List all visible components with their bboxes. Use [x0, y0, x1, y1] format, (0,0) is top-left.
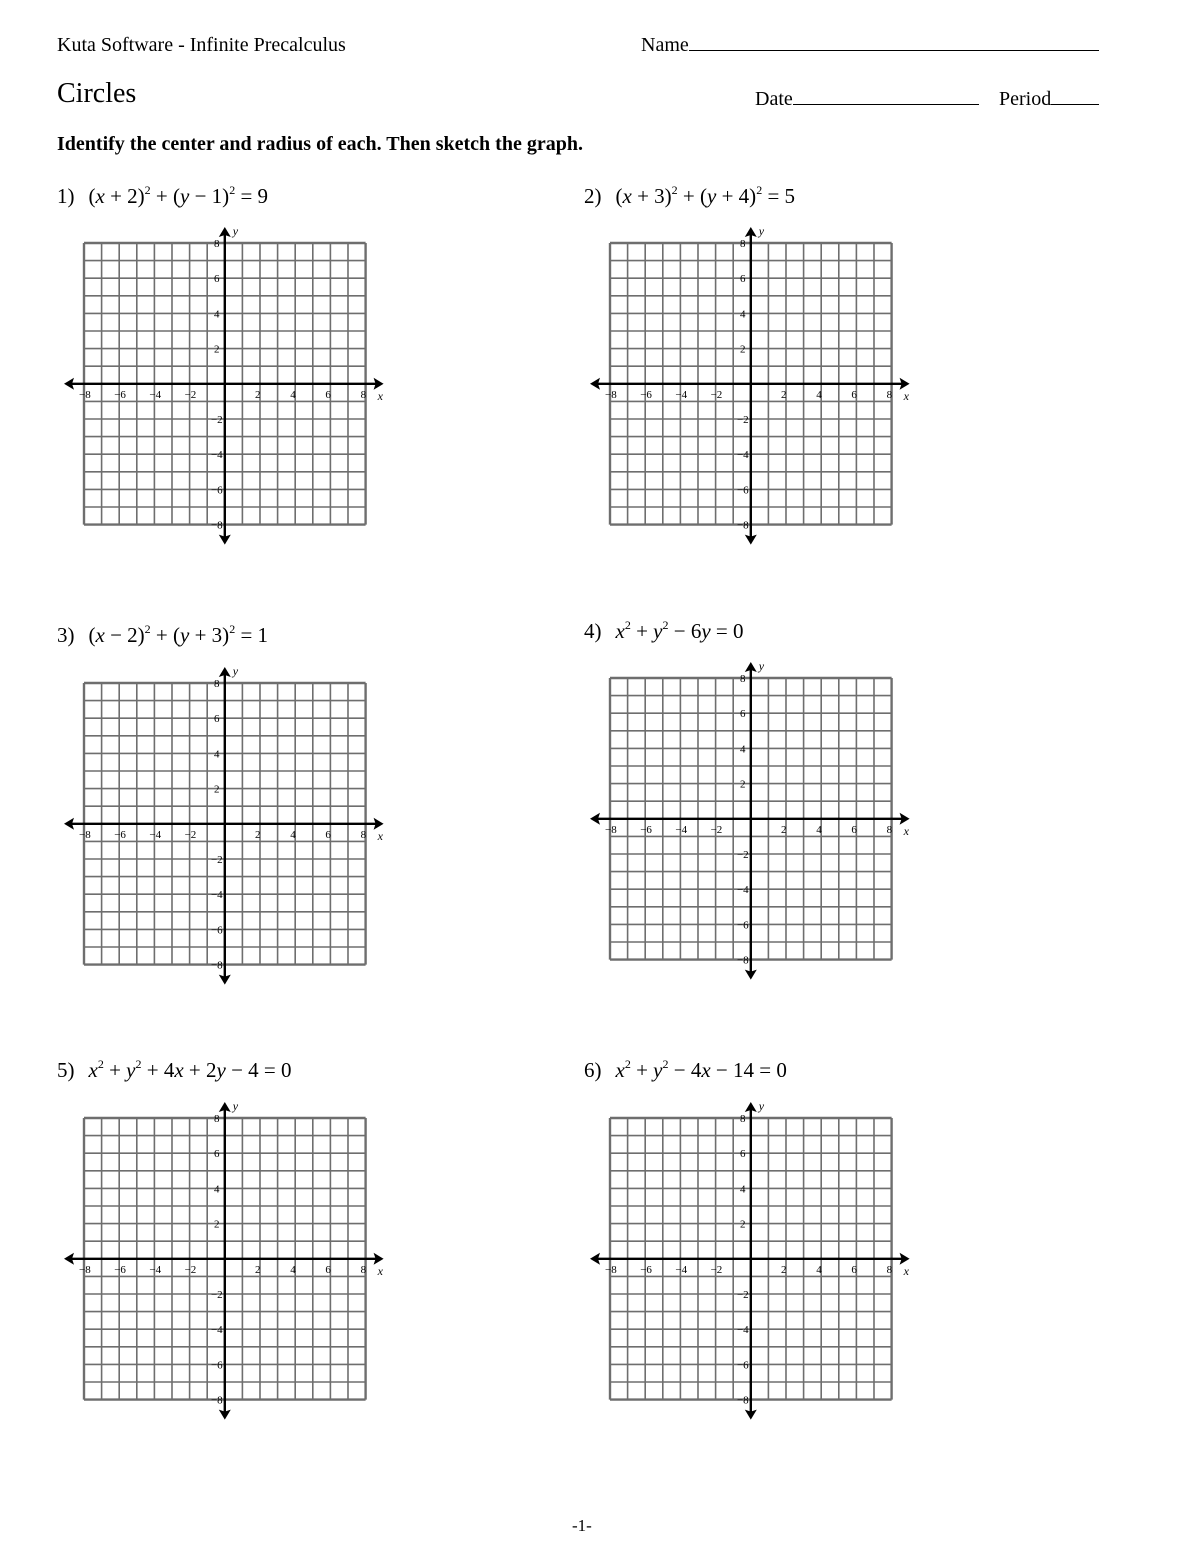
y-tick-label: −8 — [736, 519, 749, 532]
y-tick-label: 2 — [740, 343, 746, 356]
x-tick-label: 4 — [290, 828, 296, 841]
x-tick-label: −6 — [640, 388, 652, 401]
x-tick-label: −6 — [114, 1263, 126, 1276]
equation-text: + 4) — [716, 184, 757, 208]
variable: x — [95, 184, 105, 208]
coordinate-grid-2[interactable] — [605, 224, 909, 532]
x-axis-label: x — [903, 823, 909, 838]
x-tick-label: 8 — [886, 388, 893, 401]
x-tick-label: −2 — [710, 1263, 723, 1276]
x-tick-label: 6 — [325, 828, 331, 841]
equation-text: ( — [615, 184, 623, 208]
period-label: Period — [999, 88, 1052, 110]
y-tick-label: 8 — [740, 237, 746, 250]
equation-text: − 1) — [189, 184, 230, 208]
problem-equation — [89, 184, 269, 208]
x-tick-label: 6 — [851, 823, 857, 836]
y-tick-label: 6 — [740, 708, 746, 721]
x-tick-label: −2 — [184, 828, 197, 841]
x-tick-label: −2 — [710, 388, 723, 401]
exponent: 2 — [756, 183, 763, 197]
equation-text: + — [630, 619, 654, 643]
variable: x — [615, 619, 625, 643]
y-tick-label: −6 — [210, 484, 223, 497]
y-tick-label: 2 — [214, 343, 220, 356]
x-tick-label: −2 — [184, 388, 197, 401]
x-tick-label: 8 — [360, 828, 367, 841]
exponent: 2 — [671, 183, 678, 197]
name-label: Name — [641, 34, 689, 56]
variable: x — [615, 1058, 625, 1082]
y-tick-label: −2 — [210, 413, 223, 426]
y-tick-label: 4 — [214, 1183, 220, 1196]
y-tick-label: −6 — [736, 919, 749, 932]
x-tick-label: −4 — [675, 1263, 688, 1276]
name-field[interactable] — [641, 34, 1099, 57]
equation-text: − 4 — [668, 1058, 702, 1082]
date-blank[interactable] — [793, 88, 979, 105]
x-tick-label: −4 — [149, 1263, 162, 1276]
equation-text: − 2) — [104, 623, 145, 647]
date-label: Date — [755, 88, 793, 110]
y-tick-label: −4 — [210, 889, 223, 902]
period-field[interactable] — [999, 88, 1099, 111]
y-axis-label: y — [758, 659, 765, 674]
problem-number: 2) — [584, 184, 602, 208]
y-tick-label: −2 — [736, 1288, 749, 1301]
equation-text: − 6 — [668, 619, 702, 643]
problem-6 — [584, 1058, 787, 1083]
y-tick-label: −6 — [210, 924, 223, 937]
y-tick-label: 8 — [214, 677, 220, 690]
exponent: 2 — [624, 1057, 631, 1071]
equation-text: + ( — [677, 184, 708, 208]
graph-svg[interactable] — [79, 1099, 383, 1407]
x-tick-label: −8 — [79, 828, 91, 841]
problem-equation — [89, 1058, 292, 1082]
equation-text: + — [103, 1058, 127, 1082]
x-axis-label: x — [377, 828, 383, 843]
y-tick-label: −4 — [210, 1324, 223, 1337]
variable: x — [174, 1058, 184, 1082]
x-tick-label: 6 — [325, 388, 331, 401]
problem-3 — [57, 623, 268, 648]
x-tick-label: 8 — [886, 1263, 893, 1276]
equation-text: ( — [88, 623, 96, 647]
equation-text: ( — [88, 184, 96, 208]
equation-text: + 2 — [183, 1058, 217, 1082]
x-tick-label: 2 — [780, 388, 787, 401]
date-field[interactable] — [755, 88, 979, 111]
equation-text: = 9 — [235, 184, 269, 208]
graph-svg[interactable] — [79, 224, 383, 532]
y-tick-label: 8 — [740, 672, 746, 685]
variable: x — [88, 1058, 98, 1082]
y-tick-label: −8 — [210, 959, 223, 972]
exponent: 2 — [229, 183, 236, 197]
x-tick-label: 6 — [851, 1263, 857, 1276]
y-axis-label: y — [232, 664, 239, 679]
y-tick-label: −4 — [736, 884, 749, 897]
y-tick-label: 2 — [740, 778, 746, 791]
exponent: 2 — [97, 1057, 104, 1071]
y-axis-label: y — [758, 224, 765, 239]
exponent: 2 — [662, 1057, 669, 1071]
x-tick-label: 4 — [816, 1263, 822, 1276]
y-tick-label: −2 — [210, 853, 223, 866]
exponent: 2 — [662, 618, 669, 632]
equation-text: + — [630, 1058, 654, 1082]
x-tick-label: −6 — [640, 1263, 652, 1276]
y-tick-label: 8 — [214, 1112, 220, 1125]
variable: x — [95, 623, 105, 647]
x-tick-label: −2 — [184, 1263, 197, 1276]
x-tick-label: 6 — [851, 388, 857, 401]
x-tick-label: 4 — [816, 823, 822, 836]
publisher-header: Kuta Software - Infinite Precalculus — [57, 34, 346, 56]
variable: y — [180, 184, 190, 208]
x-tick-label: 8 — [360, 388, 367, 401]
x-tick-label: −4 — [675, 823, 688, 836]
variable: y — [653, 619, 663, 643]
y-tick-label: 6 — [740, 273, 746, 286]
period-blank[interactable] — [1051, 88, 1099, 105]
variable: y — [701, 619, 711, 643]
problem-equation — [616, 184, 796, 208]
x-tick-label: −8 — [605, 1263, 617, 1276]
x-tick-label: −2 — [710, 823, 723, 836]
y-axis-label: y — [232, 224, 239, 239]
x-tick-label: 2 — [254, 1263, 261, 1276]
x-tick-label: 2 — [780, 1263, 787, 1276]
coordinate-grid-6[interactable] — [605, 1099, 909, 1407]
variable: y — [653, 1058, 663, 1082]
x-tick-label: 2 — [254, 388, 261, 401]
x-tick-label: 2 — [254, 828, 261, 841]
x-tick-label: −8 — [605, 823, 617, 836]
equation-text: = 0 — [710, 619, 744, 643]
page-number: -1- — [572, 1516, 592, 1535]
y-tick-label: −4 — [210, 449, 223, 462]
y-tick-label: −8 — [736, 954, 749, 967]
exponent: 2 — [144, 622, 151, 636]
x-tick-label: 4 — [816, 388, 822, 401]
x-tick-label: 2 — [780, 823, 787, 836]
equation-text: + 2) — [104, 184, 145, 208]
equation-text: − 4 = 0 — [225, 1058, 292, 1082]
coordinate-grid-3[interactable] — [79, 664, 383, 972]
variable: x — [701, 1058, 711, 1082]
x-tick-label: 4 — [290, 388, 296, 401]
problem-equation — [89, 623, 269, 647]
exponent: 2 — [135, 1057, 142, 1071]
x-tick-label: −8 — [79, 1263, 91, 1276]
y-tick-label: −8 — [210, 1394, 223, 1407]
y-tick-label: −8 — [210, 519, 223, 532]
y-tick-label: −6 — [736, 484, 749, 497]
equation-text: + 4 — [141, 1058, 175, 1082]
y-tick-label: 4 — [214, 308, 220, 321]
x-tick-label: −6 — [114, 388, 126, 401]
problem-number: 6) — [584, 1058, 602, 1082]
y-tick-label: −8 — [736, 1394, 749, 1407]
variable: y — [126, 1058, 136, 1082]
y-tick-label: 6 — [740, 1148, 746, 1161]
problem-5 — [57, 1058, 292, 1083]
variable: y — [216, 1058, 226, 1082]
x-tick-label: 6 — [325, 1263, 331, 1276]
y-tick-label: 2 — [740, 1218, 746, 1231]
x-tick-label: −4 — [149, 828, 162, 841]
x-tick-label: −4 — [149, 388, 162, 401]
y-tick-label: 4 — [740, 743, 746, 756]
variable: x — [622, 184, 632, 208]
graph-svg[interactable] — [605, 224, 909, 532]
y-tick-label: −4 — [736, 1324, 749, 1337]
y-tick-label: −6 — [736, 1359, 749, 1372]
y-tick-label: 8 — [740, 1112, 746, 1125]
problem-2 — [584, 184, 795, 209]
graph-svg[interactable] — [605, 659, 909, 967]
y-tick-label: 6 — [214, 713, 220, 726]
worksheet-title: Circles — [57, 78, 137, 109]
y-tick-label: −2 — [736, 848, 749, 861]
problem-equation — [616, 619, 744, 643]
equation-text: = 1 — [235, 623, 269, 647]
y-tick-label: 4 — [214, 748, 220, 761]
variable: y — [707, 184, 717, 208]
y-tick-label: 4 — [740, 1183, 746, 1196]
instructions: Identify the center and radius of each. Then sketch the graph. — [57, 133, 583, 155]
problem-equation — [616, 1058, 787, 1082]
y-tick-label: −2 — [210, 1288, 223, 1301]
exponent: 2 — [144, 183, 151, 197]
coordinate-grid-4[interactable] — [605, 659, 909, 967]
x-tick-label: 8 — [886, 823, 893, 836]
y-tick-label: 6 — [214, 273, 220, 286]
problem-1 — [57, 184, 268, 209]
exponent: 2 — [624, 618, 631, 632]
x-tick-label: 8 — [360, 1263, 367, 1276]
y-tick-label: 2 — [214, 1218, 220, 1231]
equation-text: + ( — [150, 623, 181, 647]
equation-text: = 5 — [762, 184, 796, 208]
coordinate-grid-1[interactable] — [79, 224, 383, 532]
x-tick-label: −8 — [79, 388, 91, 401]
problem-number: 5) — [57, 1058, 75, 1082]
variable: y — [180, 623, 190, 647]
x-axis-label: x — [377, 1263, 383, 1278]
problem-number: 4) — [584, 619, 602, 643]
y-axis-label: y — [232, 1099, 239, 1114]
x-axis-label: x — [903, 388, 909, 403]
x-tick-label: 4 — [290, 1263, 296, 1276]
y-tick-label: −4 — [736, 449, 749, 462]
y-tick-label: 8 — [214, 237, 220, 250]
equation-text: + 3) — [631, 184, 672, 208]
graph-svg[interactable] — [79, 664, 383, 972]
y-tick-label: −6 — [210, 1359, 223, 1372]
exponent: 2 — [229, 622, 236, 636]
equation-text: + 3) — [189, 623, 230, 647]
x-tick-label: −6 — [114, 828, 126, 841]
equation-text: + ( — [150, 184, 181, 208]
problem-number: 1) — [57, 184, 75, 208]
y-tick-label: −2 — [736, 413, 749, 426]
name-blank[interactable] — [689, 34, 1099, 51]
problem-number: 3) — [57, 623, 75, 647]
x-tick-label: −4 — [675, 388, 688, 401]
x-tick-label: −6 — [640, 823, 652, 836]
x-tick-label: −8 — [605, 388, 617, 401]
equation-text: − 14 = 0 — [710, 1058, 787, 1082]
y-tick-label: 6 — [214, 1148, 220, 1161]
coordinate-grid-5[interactable] — [79, 1099, 383, 1407]
x-axis-label: x — [903, 1263, 909, 1278]
x-axis-label: x — [377, 388, 383, 403]
y-tick-label: 4 — [740, 308, 746, 321]
y-axis-label: y — [758, 1099, 765, 1114]
problem-4 — [584, 619, 744, 644]
y-tick-label: 2 — [214, 783, 220, 796]
graph-svg[interactable] — [605, 1099, 909, 1407]
